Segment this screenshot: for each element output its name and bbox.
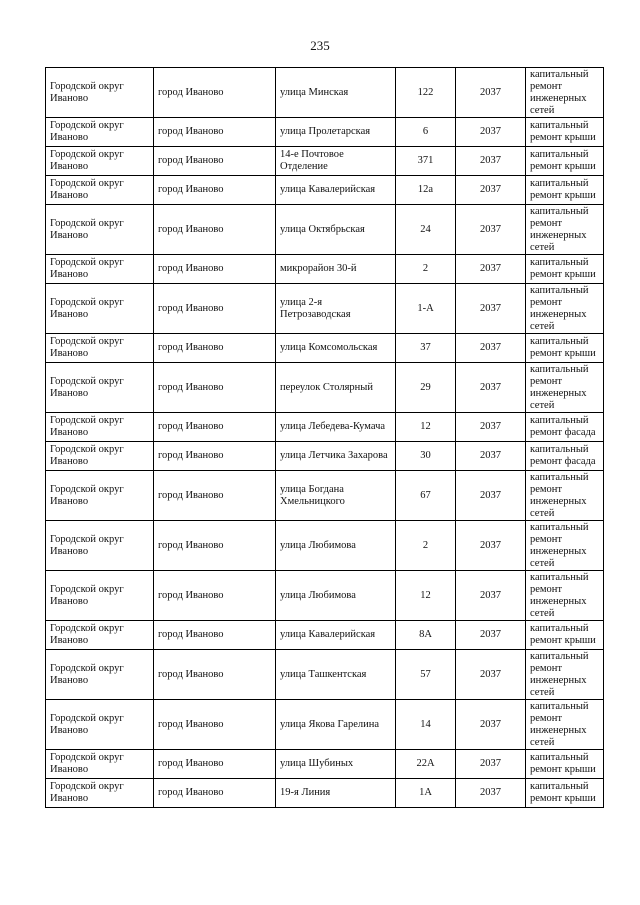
cell-house-number: 122 bbox=[396, 68, 456, 118]
table-row bbox=[46, 621, 604, 650]
cell-settlement: город Иваново bbox=[154, 118, 276, 147]
table-row bbox=[46, 442, 604, 471]
cell-year: 2037 bbox=[456, 521, 526, 571]
cell-municipality: Городской округ Иваново bbox=[46, 471, 154, 521]
cell-year: 2037 bbox=[456, 118, 526, 147]
table-row bbox=[46, 571, 604, 621]
table-row bbox=[46, 700, 604, 750]
cell-work-type: капитальный ремонт фасада bbox=[526, 442, 604, 471]
cell-year: 2037 bbox=[456, 68, 526, 118]
cell-municipality: Городской округ Иваново bbox=[46, 205, 154, 255]
page-number: 235 bbox=[310, 38, 330, 53]
cell-street: 14-е Почтовое Отделение bbox=[276, 147, 396, 176]
cell-street: улица Якова Гарелина bbox=[276, 700, 396, 750]
cell-house-number: 2 bbox=[396, 521, 456, 571]
cell-year: 2037 bbox=[456, 284, 526, 334]
cell-house-number: 12 bbox=[396, 413, 456, 442]
cell-work-type: капитальный ремонт крыши bbox=[526, 118, 604, 147]
table-row bbox=[46, 471, 604, 521]
cell-year: 2037 bbox=[456, 471, 526, 521]
table-row bbox=[46, 521, 604, 571]
cell-year: 2037 bbox=[456, 571, 526, 621]
cell-street: улица Минская bbox=[276, 68, 396, 118]
cell-municipality: Городской округ Иваново bbox=[46, 650, 154, 700]
cell-settlement: город Иваново bbox=[154, 650, 276, 700]
cell-work-type: капитальный ремонт инженерных сетей bbox=[526, 205, 604, 255]
cell-settlement: город Иваново bbox=[154, 176, 276, 205]
cell-work-type: капитальный ремонт крыши bbox=[526, 255, 604, 284]
cell-work-type: капитальный ремонт инженерных сетей bbox=[526, 571, 604, 621]
cell-street: улица 2-я Петрозаводская bbox=[276, 284, 396, 334]
cell-street: улица Кавалерийская bbox=[276, 621, 396, 650]
cell-municipality: Городской округ Иваново bbox=[46, 284, 154, 334]
cell-settlement: город Иваново bbox=[154, 363, 276, 413]
cell-year: 2037 bbox=[456, 750, 526, 779]
cell-year: 2037 bbox=[456, 255, 526, 284]
cell-municipality: Городской округ Иваново bbox=[46, 363, 154, 413]
cell-work-type: капитальный ремонт инженерных сетей bbox=[526, 521, 604, 571]
cell-street: улица Любимова bbox=[276, 571, 396, 621]
cell-work-type: капитальный ремонт инженерных сетей bbox=[526, 363, 604, 413]
cell-street: улица Октябрьская bbox=[276, 205, 396, 255]
table-row bbox=[46, 147, 604, 176]
cell-street: улица Шубиных bbox=[276, 750, 396, 779]
cell-work-type: капитальный ремонт инженерных сетей bbox=[526, 284, 604, 334]
cell-house-number: 67 bbox=[396, 471, 456, 521]
cell-house-number: 24 bbox=[396, 205, 456, 255]
table-row bbox=[46, 650, 604, 700]
cell-municipality: Городской округ Иваново bbox=[46, 255, 154, 284]
cell-street: улица Кавалерийская bbox=[276, 176, 396, 205]
cell-work-type: капитальный ремонт инженерных сетей bbox=[526, 68, 604, 118]
table-row bbox=[46, 284, 604, 334]
cell-municipality: Городской округ Иваново bbox=[46, 118, 154, 147]
cell-municipality: Городской округ Иваново bbox=[46, 779, 154, 808]
cell-street: улица Комсомольская bbox=[276, 334, 396, 363]
table-row bbox=[46, 334, 604, 363]
cell-settlement: город Иваново bbox=[154, 413, 276, 442]
table-row bbox=[46, 68, 604, 118]
cell-house-number: 29 bbox=[396, 363, 456, 413]
table-body bbox=[46, 68, 604, 808]
cell-house-number: 8А bbox=[396, 621, 456, 650]
cell-settlement: город Иваново bbox=[154, 255, 276, 284]
cell-municipality: Городской округ Иваново bbox=[46, 442, 154, 471]
table-row bbox=[46, 779, 604, 808]
cell-street: улица Лебедева-Кумача bbox=[276, 413, 396, 442]
cell-year: 2037 bbox=[456, 650, 526, 700]
cell-settlement: город Иваново bbox=[154, 700, 276, 750]
cell-settlement: город Иваново bbox=[154, 442, 276, 471]
cell-work-type: капитальный ремонт крыши bbox=[526, 779, 604, 808]
cell-year: 2037 bbox=[456, 147, 526, 176]
table-row bbox=[46, 205, 604, 255]
cell-street: микрорайон 30-й bbox=[276, 255, 396, 284]
cell-work-type: капитальный ремонт крыши bbox=[526, 334, 604, 363]
cell-house-number: 14 bbox=[396, 700, 456, 750]
cell-settlement: город Иваново bbox=[154, 334, 276, 363]
cell-municipality: Городской округ Иваново bbox=[46, 68, 154, 118]
cell-year: 2037 bbox=[456, 621, 526, 650]
cell-work-type: капитальный ремонт инженерных сетей bbox=[526, 700, 604, 750]
cell-municipality: Городской округ Иваново bbox=[46, 334, 154, 363]
cell-municipality: Городской округ Иваново bbox=[46, 147, 154, 176]
cell-house-number: 2 bbox=[396, 255, 456, 284]
cell-street: улица Богдана Хмельницкого bbox=[276, 471, 396, 521]
cell-municipality: Городской округ Иваново bbox=[46, 700, 154, 750]
cell-street: улица Пролетарская bbox=[276, 118, 396, 147]
cell-work-type: капитальный ремонт крыши bbox=[526, 621, 604, 650]
cell-municipality: Городской округ Иваново bbox=[46, 621, 154, 650]
cell-municipality: Городской округ Иваново bbox=[46, 571, 154, 621]
table-row bbox=[46, 118, 604, 147]
cell-year: 2037 bbox=[456, 363, 526, 413]
cell-municipality: Городской округ Иваново bbox=[46, 176, 154, 205]
table-row bbox=[46, 750, 604, 779]
cell-settlement: город Иваново bbox=[154, 779, 276, 808]
cell-year: 2037 bbox=[456, 334, 526, 363]
housing-repair-table bbox=[45, 67, 604, 808]
cell-street: улица Ташкентская bbox=[276, 650, 396, 700]
cell-work-type: капитальный ремонт фасада bbox=[526, 413, 604, 442]
cell-year: 2037 bbox=[456, 205, 526, 255]
cell-work-type: капитальный ремонт крыши bbox=[526, 176, 604, 205]
cell-settlement: город Иваново bbox=[154, 205, 276, 255]
cell-settlement: город Иваново bbox=[154, 621, 276, 650]
cell-street: 19-я Линия bbox=[276, 779, 396, 808]
cell-house-number: 371 bbox=[396, 147, 456, 176]
cell-house-number: 12а bbox=[396, 176, 456, 205]
cell-work-type: капитальный ремонт крыши bbox=[526, 147, 604, 176]
cell-year: 2037 bbox=[456, 779, 526, 808]
cell-house-number: 22А bbox=[396, 750, 456, 779]
cell-street: улица Любимова bbox=[276, 521, 396, 571]
table-row bbox=[46, 363, 604, 413]
cell-municipality: Городской округ Иваново bbox=[46, 750, 154, 779]
cell-work-type: капитальный ремонт инженерных сетей bbox=[526, 471, 604, 521]
cell-work-type: капитальный ремонт инженерных сетей bbox=[526, 650, 604, 700]
cell-year: 2037 bbox=[456, 442, 526, 471]
cell-settlement: город Иваново bbox=[154, 284, 276, 334]
cell-house-number: 1А bbox=[396, 779, 456, 808]
cell-settlement: город Иваново bbox=[154, 750, 276, 779]
cell-year: 2037 bbox=[456, 413, 526, 442]
cell-house-number: 6 bbox=[396, 118, 456, 147]
cell-street: улица Летчика Захарова bbox=[276, 442, 396, 471]
cell-settlement: город Иваново bbox=[154, 68, 276, 118]
cell-house-number: 12 bbox=[396, 571, 456, 621]
cell-settlement: город Иваново bbox=[154, 521, 276, 571]
cell-settlement: город Иваново bbox=[154, 471, 276, 521]
cell-settlement: город Иваново bbox=[154, 571, 276, 621]
table-row bbox=[46, 176, 604, 205]
cell-year: 2037 bbox=[456, 700, 526, 750]
cell-house-number: 57 bbox=[396, 650, 456, 700]
cell-house-number: 37 bbox=[396, 334, 456, 363]
cell-house-number: 30 bbox=[396, 442, 456, 471]
table-row bbox=[46, 413, 604, 442]
cell-municipality: Городской округ Иваново bbox=[46, 521, 154, 571]
cell-street: переулок Столярный bbox=[276, 363, 396, 413]
cell-municipality: Городской округ Иваново bbox=[46, 413, 154, 442]
cell-work-type: капитальный ремонт крыши bbox=[526, 750, 604, 779]
table-row bbox=[46, 255, 604, 284]
cell-settlement: город Иваново bbox=[154, 147, 276, 176]
cell-year: 2037 bbox=[456, 176, 526, 205]
cell-house-number: 1-А bbox=[396, 284, 456, 334]
